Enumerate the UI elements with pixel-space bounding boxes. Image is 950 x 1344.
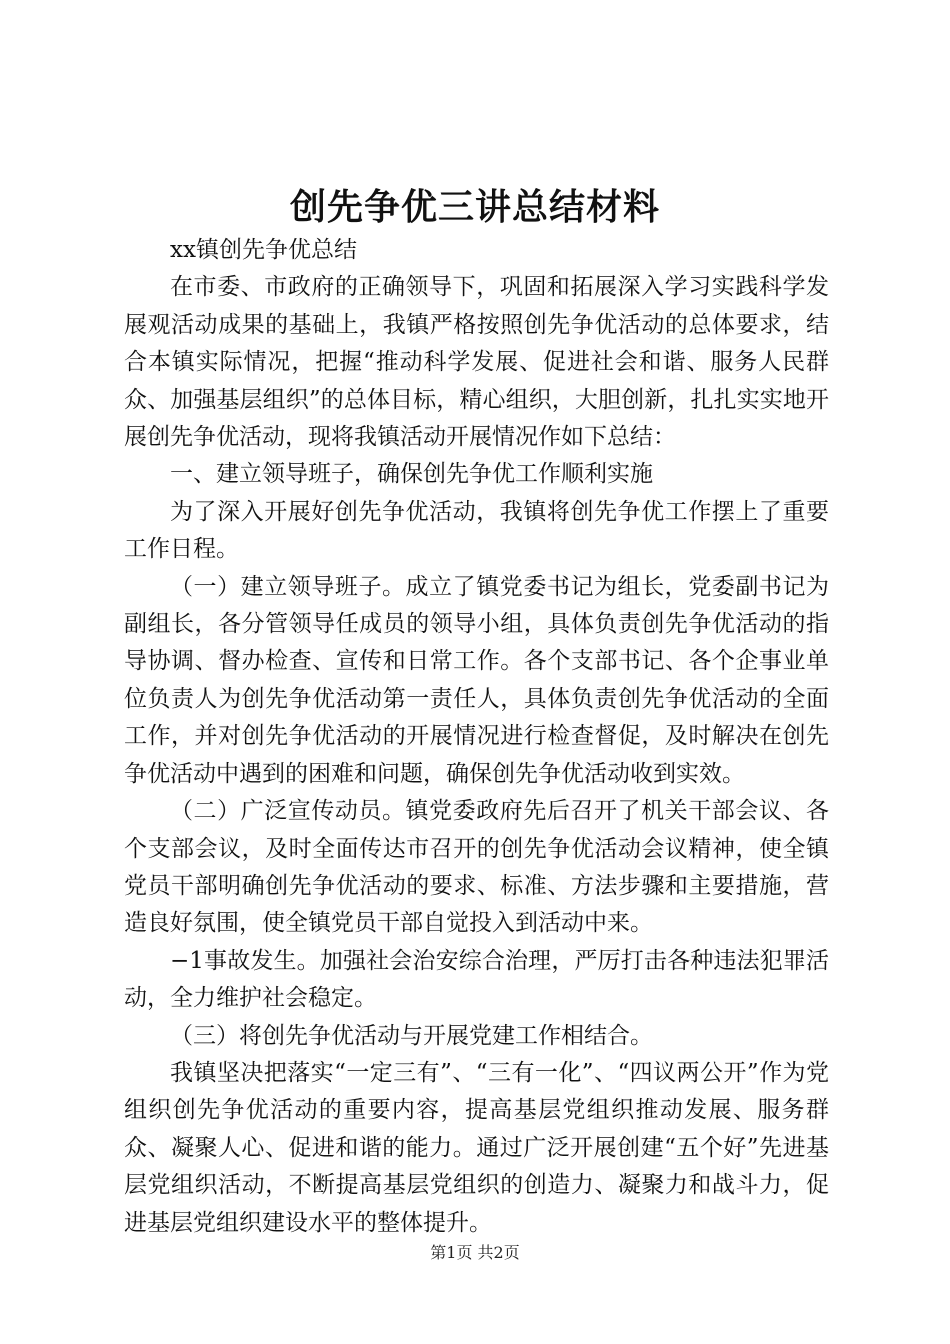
subtitle-paragraph: xx镇创先争优总结: [170, 237, 357, 263]
document-body: [124, 232, 829, 1242]
section-heading: 一、建立领导班子，确保创先争优工作顺利实施: [170, 461, 653, 488]
body-paragraph: −1事故发生。加强社会治安综合治理，严厉打击各种违法犯罪活动，全力维护社会稳定。: [124, 947, 829, 1012]
body-paragraph: （二）广泛宣传动员。镇党委政府先后召开了机关干部会议、各个支部会议，及时全面传达市召开的创先争优活动会议精神，使全镇党员干部明确创先争优活动的要求、标准、方法步骤和主要措施，营造良好氛围，使全镇党员干部自觉投入到活动中来。: [124, 798, 829, 937]
body-paragraph: （一）建立领导班子。成立了镇党委书记为组长，党委副书记为副组长，各分管领导任成员的领导小组，具体负责创先争优活动的指导协调、督办检查、宣传和日常工作。各个支部书记、各个企事业单位负责人为创先争优活动第一责任人，具体负责创先争优活动的全面工作，并对创先争优活动的开展情况进行检查督促，及时解决在创先争优活动中遇到的困难和问题，确保创先争优活动收到实效。: [124, 573, 829, 787]
document-title: 创先争优三讲总结材料: [289, 187, 660, 228]
body-paragraph: 为了深入开展好创先争优活动，我镇将创先争优工作摆上了重要工作日程。: [124, 498, 829, 563]
page-footer: 第1页 共2页: [430, 1243, 520, 1262]
body-paragraph: 我镇坚决把落实“一定三有”、“三有一化”、“四议两公开”作为党组织创先争优活动的重要内容，提高基层党组织推动发展、服务群众、凝聚人心、促进和谐的能力。通过广泛开展创建“五个好”先进基层党组织活动，不断提高基层党组织的创造力、凝聚力和战斗力，促进基层党组织建设水平的整体提升。: [124, 1059, 829, 1236]
intro-paragraph: 在市委、市政府的正确领导下，巩固和拓展深入学习实践科学发展观活动成果的基础上，我镇严格按照创先争优活动的总体要求，结合本镇实际情况，把握“推动科学发展、促进社会和谐、服务人民群众、加强基层组织”的总体目标，精心组织，大胆创新，扎扎实实地开展创先争优活动，现将我镇活动开展情况作如下总结：: [124, 274, 829, 451]
subsection-heading: （三）将创先争优活动与开展党建工作相结合。: [170, 1022, 653, 1049]
